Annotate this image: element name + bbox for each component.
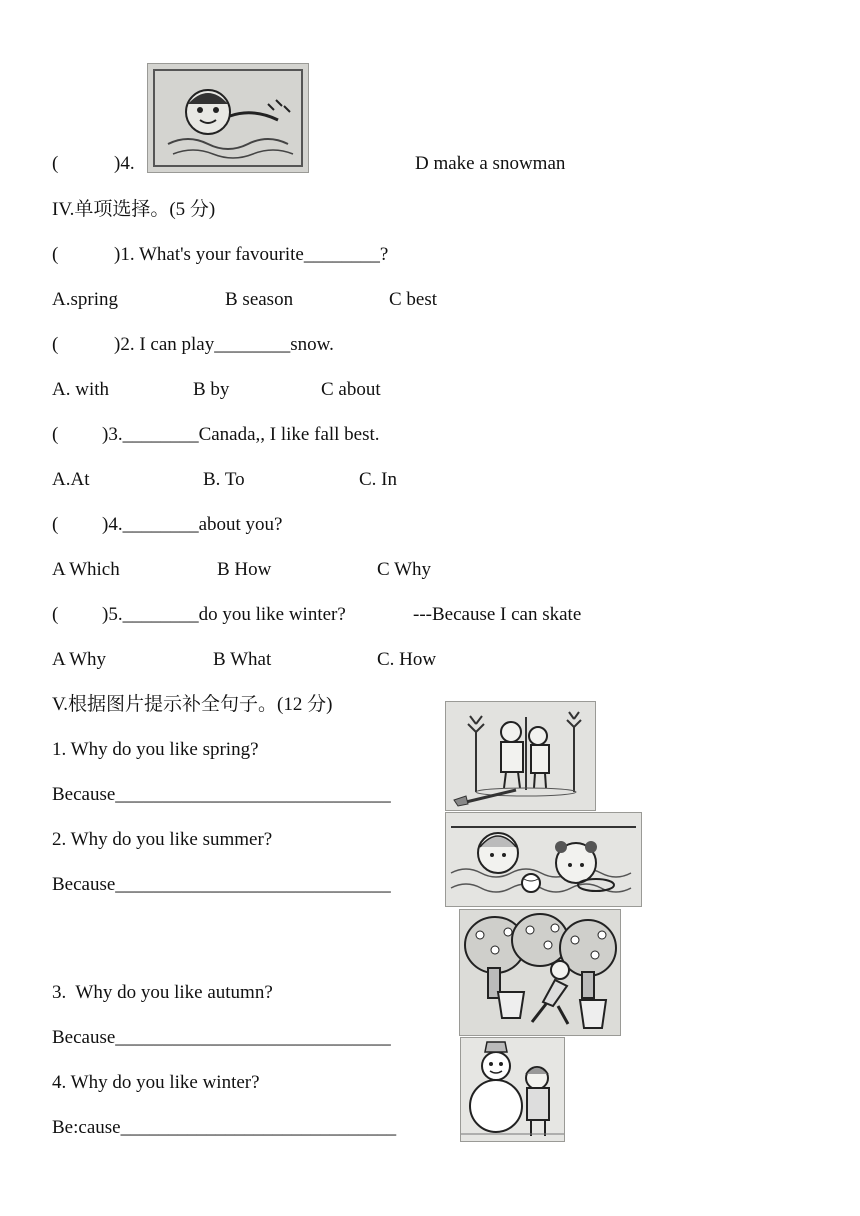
q5-paren: ( bbox=[52, 604, 59, 625]
swimming-child-picture bbox=[147, 63, 309, 173]
q4-stem-mc: )4.________about you? bbox=[102, 514, 283, 535]
s5-a1: Because_____________________________ bbox=[52, 784, 391, 805]
q2-paren: ( bbox=[52, 334, 59, 355]
q4-option-d: D make a snowman bbox=[415, 153, 566, 174]
q4-option-c: C Why bbox=[377, 559, 432, 580]
q4-number: )4. bbox=[114, 153, 135, 174]
q2-option-a: A. with bbox=[52, 379, 109, 400]
apple-picking-picture bbox=[459, 909, 621, 1036]
q1-option-b: B season bbox=[225, 289, 294, 310]
q1-option-c: C best bbox=[389, 289, 438, 310]
q1-paren: ( bbox=[52, 244, 59, 265]
s5-q3: 3. Why do you like autumn? bbox=[52, 982, 273, 1003]
q2-stem: )2. I can play________snow. bbox=[114, 334, 334, 355]
q3-stem: )3.________Canada,, I like fall best. bbox=[102, 424, 380, 445]
q3-paren: ( bbox=[52, 424, 59, 445]
q5-option-a: A Why bbox=[52, 649, 107, 670]
swimming-kids-picture bbox=[445, 812, 642, 907]
s5-a3: Because_____________________________ bbox=[52, 1027, 391, 1048]
q3-option-c: C. In bbox=[359, 469, 397, 490]
section4-heading: IV.单项选择。(5 分) bbox=[52, 199, 216, 220]
q5-option-c: C. How bbox=[377, 649, 437, 670]
q4-paren-mc: ( bbox=[52, 514, 59, 535]
snowman-picture bbox=[460, 1037, 565, 1142]
q4-option-b: B How bbox=[217, 559, 272, 580]
q5-option-b: B What bbox=[213, 649, 272, 670]
q5-stem: )5.________do you like winter? bbox=[102, 604, 346, 625]
s5-a4: Be:cause_____________________________ bbox=[52, 1117, 397, 1138]
s5-q2: 2. Why do you like summer? bbox=[52, 829, 273, 850]
s5-q4: 4. Why do you like winter? bbox=[52, 1072, 260, 1093]
q1-stem: )1. What's your favourite________? bbox=[114, 244, 389, 265]
q5-answer-hint: ---Because I can skate bbox=[413, 604, 582, 625]
q4-option-a: A Which bbox=[52, 559, 120, 580]
q1-option-a: A.spring bbox=[52, 289, 118, 310]
q3-option-a: A.At bbox=[52, 469, 90, 490]
q3-option-b: B. To bbox=[203, 469, 245, 490]
q2-option-c: C about bbox=[321, 379, 381, 400]
tree-planting-picture bbox=[445, 701, 596, 811]
s5-a2: Because_____________________________ bbox=[52, 874, 391, 895]
s5-q1: 1. Why do you like spring? bbox=[52, 739, 259, 760]
q2-option-b: B by bbox=[193, 379, 230, 400]
section5-heading: V.根据图片提示补全句子。(12 分) bbox=[52, 694, 333, 715]
q4-paren: ( bbox=[52, 153, 59, 174]
